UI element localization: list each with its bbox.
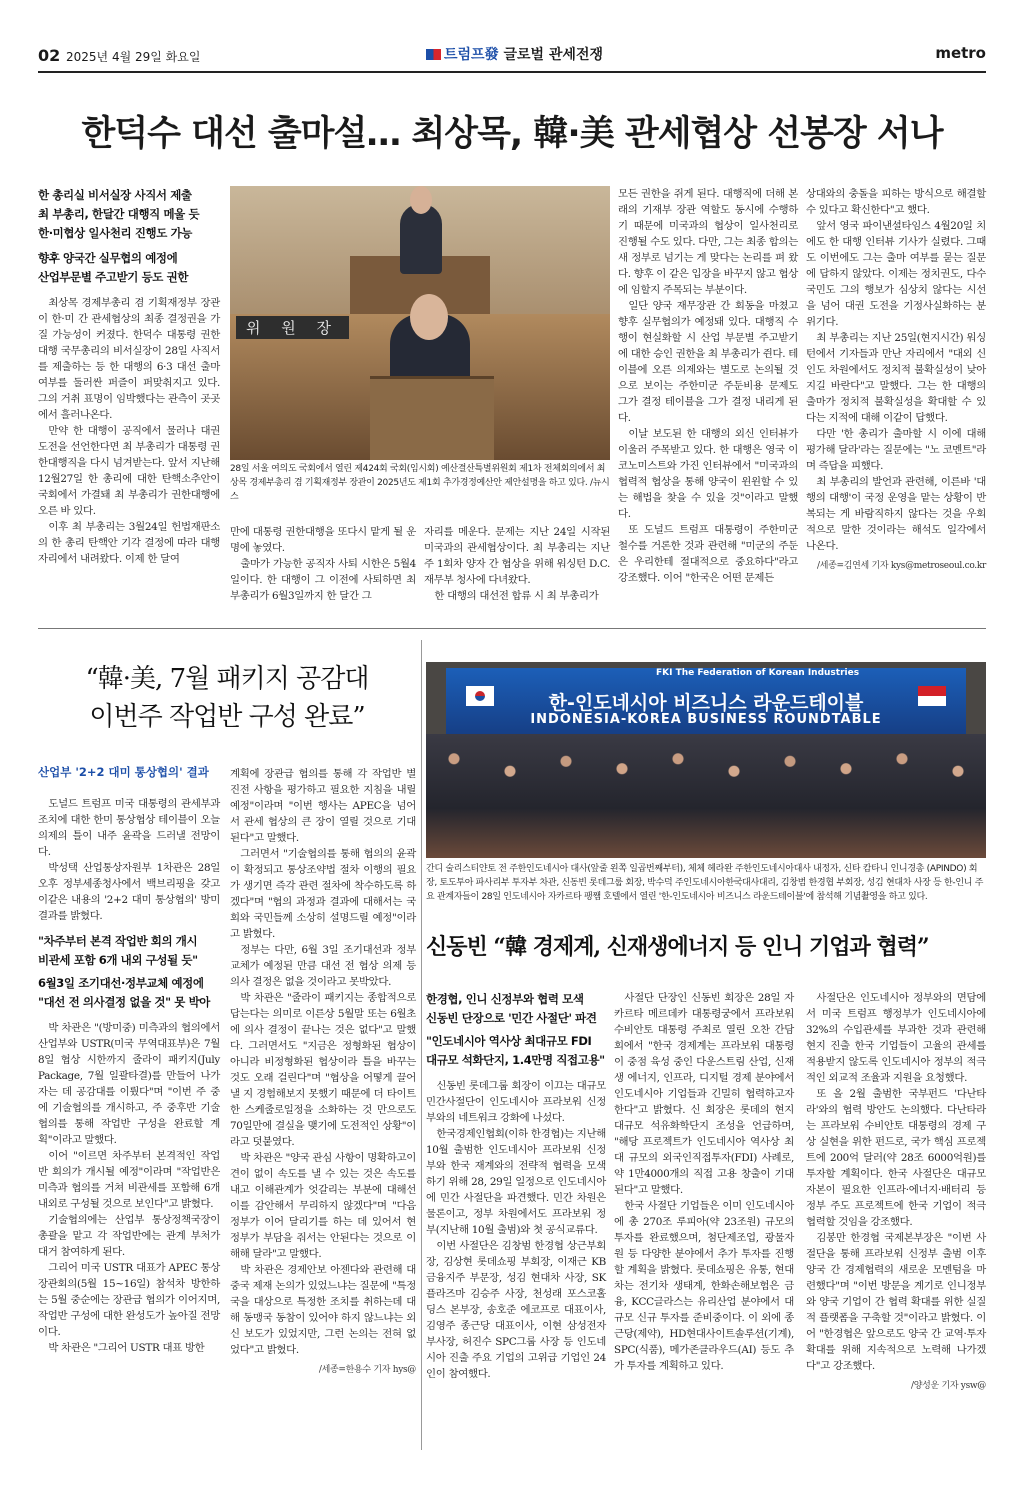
paragraph: 박 차관은 "줄라이 패키지는 종합적으로 답는다는 의미로 이른상 5월말 또는 6월초에 의사 결정이 끝나는 것은 없다"고 말했다. 그러면서도 "지금은 정형화된 협상이 아니라 비정형화된 협상이라 틀을 바꾸는 것도 오래 걸린다"며 "협상을 어떻게 끌어낼 지 경험해보지 못했기 때문에 더 타이트한 스케줄로일정을 소화하는 것 만으로도 70일만에 결실을 맺기에 도전적인 상황"이라고 덧붙였다. [230, 992, 416, 1148]
paragraph: 앞서 영국 파이낸셜타임스 4월20일 치에도 한 대행 인터뷰 기사가 실렸다. 그때도 이번에도 그는 출마 여부를 묻는 질문에 답하지 않았다. 이제는 정치권도, 다수 국민도 그의 행보가 심상치 않다는 시선을 넘어 대권 도전을 기정사실화하는 분위기다. [806, 220, 986, 328]
paragraph: 사절단 단장인 신동빈 회장은 28일 자카르타 메르데카 대통령궁에서 프라보워 수비안토 대통령 주최로 열린 오찬 간담회에서 "한국 경제계는 프라보워 대통령이 중점 육성 중인 다운스트림 산업, 신재생 에너지, 인프라, 디지털 경제 분야에서 인도네시아 기업들과 긴밀히 협력하고자 한다"고 밝혔다. 신 회장은 롯데의 현지 대규모 석유화학단지 조성을 언급하며, "해당 프로젝트가 인도네시아 역사상 최대 규모의 외국인직접투자(FDI) 사례로, 약 1만4000개의 직접 고용 창출이 기대된다"고 말했다. [614, 992, 794, 1196]
article3-subhead: 신동빈 단장으로 '민간 사절단' 파견 [426, 1011, 597, 1025]
group-photo [426, 734, 986, 858]
paragraph: 박 차관은 "(방미중) 미측과의 협의에서 산업부와 USTR(미국 무역대표부)은 7월8일 협상 시한까지 줄라이 패키지(July Package, 7월 일괄타결)를 만들어 나가자는 데 공감대를 이뤘다"며 "이번 주 중에 기술협의를 개시하고, 주 중후반 기술협의를 통해 작업반 구성을 완료할 계획"이라고 말했다. [38, 1022, 220, 1146]
article2-col1 [38, 796, 220, 1356]
article1-col3a [424, 524, 610, 604]
section-title: 글로벌 관세전쟁 [503, 47, 603, 63]
paragraph: 또 도널드 트럼프 대통령이 주한미군 철수를 거론한 것과 관련해 "미군의 주둔은 우리한테 절대적으로 중요하다"라고 강조했다. 이어 "한국은 어떤 문제든 [618, 524, 798, 584]
paragraph: 모든 권한을 쥐게 된다. 대행직에 더해 본래의 기재부 장관 역할도 동시에 수행하기 때문에 미국과의 협상이 일사천리로 진행될 수도 있다. 다만, 그는 최종 합의는 새 정부로 넘기는 게 맞다는 논리를 펴 왔다. 향후 이 같은 입장을 바꾸지 않고 협상에 임할지 주목되는 부분이다. [618, 188, 798, 296]
photo-nameplate: 위 원 장 [236, 316, 349, 339]
paragraph: 계획에 장관급 협의를 통해 각 작업반 별 진전 사항을 평가하고 필요한 지침을 내릴 예정"이라며 "이번 행사는 APEC을 넘어서 관세 협상의 큰 장이 열릴 것으로 기대된다"고 말했다. [230, 768, 416, 844]
paragraph: 일단 양국 재무장관 간 회동을 마쳤고 향후 실무협의가 예정돼 있다. 대행직 수행이 현실화할 시 산업 부문별 주고받기에 대한 승인 권한을 최 부총리가 쥔다. 테이블에 오른 의제와는 별도로 논의될 것으로 보이는 주한미군 주둔비용 문제도 그가 결정 테이블을 그가 결정 내리게 된다. [618, 300, 798, 424]
article2-subhead: "대선 전 의사결정 없을 것" 못 박아 [38, 995, 211, 1009]
article3-caption: 간디 술리스티얀토 전 주한인도네시아 대사(앞줄 왼쪽 일곱번째부터), 체체 헤라완 주한인도네시아대사 내정자, 신타 캄타니 인니경총 (APINDO) 회장, 토도투아 파사리부 투자부 차관, 신동빈 롯데그룹 회장, 박수덕 주인도네시아한국대사대리, 김창범 한경협 부회장, 성김 현대차 사장 등 한-인니 주요 관계자들이 28일 인도네시아 자카르타 팽쨈 호텔에서 열린 '한-인도네시아 비즈니스 라운드테이블'에 참석해 기념촬영을 하고 있다. [426, 864, 984, 902]
article3-headline: 신동빈 “韓 경제계, 신재생에너지 등 인니 기업과 협력” [426, 934, 929, 960]
article1-col3 [618, 186, 798, 586]
paragraph: 한국경제인협회(이하 한경협)는 지난해 10월 출범한 인도네시아 프라보워 신정부와 한국 재계와의 전략적 협력을 모색하기 위해 28, 29일 일정으로 인도네시아에 민간 사절단을 파견했다. 민간 차원은 물론이고, 정부 차원에서도 프라보워 정부(지난해 10월 출범)와 첫 공식교류다. [426, 1128, 606, 1236]
article3-subhead: "인도네시아 역사상 최대규모 FDI [426, 1034, 592, 1048]
article3-col1 [426, 990, 606, 1382]
article1-byline: /세종=김연세 기자 kys@metroseoul.co.kr [816, 561, 986, 571]
paragraph: 신동빈 롯데그룹 회장이 이끄는 대규모 민간사절단이 인도네시아 프라보워 신정부와의 네트워크 강화에 나섰다. [426, 1080, 606, 1124]
article1-caption: 28일 서울 여의도 국회에서 열린 제424회 국회(임시회) 예산결산특별위원회 제1차 전체회의에서 최상목 경제부총리 겸 기획재정부 장관이 2025년도 제1회 추가경정예산안 제안설명을 하고 있다. /뉴시스 [230, 464, 610, 502]
paragraph: 박성택 산업통상자원부 1차관은 28일 오후 정부세종청사에서 백브리핑을 갖고 이같은 내용의 '2+2 대미 통상협의' 방미 결과를 밝혔다. [38, 862, 220, 922]
paragraph: 이날 보도된 한 대행의 외신 인터뷰가 이울러 주목받고 있다. 한 대행은 영국 이코노미스트와 가진 인터뷰에서 "미국과의 협력적 협상을 통해 양국이 윈윈할 수 있는 해법을 찾을 수 있을 것"이라고 말했다. [618, 428, 798, 520]
issue-date: 2025년 4월 29일 화요일 [66, 50, 201, 64]
article2-headline-line: 이번주 작업반 구성 완료” [89, 702, 365, 732]
paragraph: 최 부총리의 발언과 관련해, 이른바 '대행의 대행'이 국정 운영을 맡는 상황이 반복되는 게 바람직하지 않다는 것을 우회적으로 말한 것이라는 해석도 일각에서 나온다. [806, 476, 986, 552]
article2-subhead: "차주부터 본격 작업반 회의 개시 [38, 934, 198, 948]
paragraph: 최상목 경제부총리 겸 기획재정부 장관이 한·미 간 관세협상의 최종 결정권을 가질 가능성이 커졌다. 한덕수 대통령 권한대행 국무총리의 비서실장이 28일 사직서를 제출하는 등 한 대행의 6·3 대선 출마 여부를 둘러싼 퍼즐이 퍼맞춰지고 있다. 그의 거취 표명이 임박했다는 관측이 곳곳에서 흘러나온다. [38, 297, 220, 421]
page-header [38, 44, 986, 70]
banner-subtitle: INDONESIA-KOREA BUSINESS ROUNDTABLE [530, 712, 882, 727]
article1-subhead: 한·미협상 일사천리 진행도 가능 [38, 226, 192, 240]
flag-icon [426, 49, 441, 60]
paragraph: 이번 사절단은 김창범 한경협 상근부회장, 김상현 롯데쇼핑 부회장, 이재근 KB금융지주 부문장, 성김 현대차 사장, SK플라즈마 김승주 사장, 천성래 포스코홀딩스 본부장, 송호준 에코프로 대표이사, 김영주 종근당 대표이사, 이현 삼성전자 부사장, 허진수 SPC그룹 사장 등 인도네시아 진출 주요 기업의 고위급 기업인 24인이 참여했다. [426, 1240, 606, 1380]
article2-subhead: 6월3일 조기대선·정부교체 예정에 [38, 976, 204, 990]
paragraph: 그러면서 "기술협의를 통해 협의의 윤곽이 확정되고 통상조약법 절차 이행의 필요가 생기면 즉각 관련 절차에 착수하도록 하겠다"며 "협의 과정과 결과에 대해서는 국회와 국민들께 소상히 설명드릴 예정"이라고 밝혔다. [230, 848, 416, 940]
article2-subhead: 비관세 포함 6개 내외 구성될 듯" [38, 953, 198, 967]
paragraph: 또 올 2월 출범한 국부펀드 '다난타라'와의 협력 방안도 논의했다. 다난타라는 프라보워 수비안토 대통령의 경제 구상 실현을 위한 펀드로, 국가 핵심 프로젝트에 200억 달러(약 28조 6000억원)를 투자할 계획이다. 한국 사절단은 대규모 자본이 필요한 인프라·에너지·배터리 등 정부 주도 프로젝트에 한국 기업이 적극 협력할 것임을 강조했다. [806, 1088, 986, 1228]
paragraph: 그리어 미국 USTR 대표가 APEC 통상장관회의(5월 15~16일) 참석차 방한하는 5월 중순에는 장관급 협의가 이어지며, 작업반 구성에 대한 완성도가 높아질 전망이다. [38, 1262, 220, 1338]
section-tag: 트럼프發 [444, 47, 499, 63]
paragraph: 이후 최 부총리는 3월24일 헌법재판소의 한 총리 탄핵안 기각 결정에 따라 대행 자리에서 내려왔다. 이제 한 달여 [38, 521, 220, 565]
article3-col2 [614, 990, 794, 1374]
article2-byline: /세종=한용수 기자 hys@ [318, 1365, 416, 1375]
paragraph: 박 차관은 "양국 관심 사항이 명확하고이견이 없이 속도를 낼 수 있는 것은 속도를 내고 이해관계가 엇갈리는 부분에 대해선 이를 감안해서 무리하지 않겠다"며 "다음 정부가 이어 달리기를 하는 데 있어서 현 정부가 부담을 줘서는 안된다는 것으로 이해해 달라"고 말했다. [230, 1152, 416, 1260]
column-rule [421, 640, 422, 1450]
paragraph: 정부는 다만, 6월 3일 조기대선과 정부 교체가 예정된 만큼 대선 전 협상 의제 등 의사 결정은 없을 것이라고 못박았다. [230, 944, 416, 988]
paragraph: 기술협의에는 산업부 통상정책국장이 총괄을 맡고 각 작업반에는 관계 부처가 대거 참여하게 된다. [38, 1214, 220, 1258]
article1-headline: 한덕수 대선 출마설… 최상목, 韓·美 관세협상 선봉장 서나 [81, 114, 943, 154]
article1-subhead: 최 부총리, 한달간 대행직 메울 듯 [38, 207, 200, 221]
section-divider [38, 628, 986, 629]
paragraph: 다만 '한 총리가 출마할 시 이에 대해 평가해 달라'라는 질문에는 "노 코멘트"라며 즉답을 피했다. [806, 428, 986, 472]
paragraph: 한 대행의 대선전 합류 시 최 부총리가 [434, 590, 599, 602]
article1-subhead: 산업부문별 주고받기 등도 권한 [38, 270, 189, 284]
article1-photo [230, 186, 610, 460]
article3-subhead: 한경협, 인니 신정부와 협력 모색 [426, 992, 584, 1006]
article1-subhead: 한 총리실 비서실장 사직서 제출 [38, 188, 192, 202]
article1-col2 [230, 524, 416, 604]
paragraph: 자리를 메운다. 문제는 지난 24일 시작된 미국과의 관세협상이다. 최 부총리는 지난주 1회차 양자 간 협상을 위해 워싱턴 D.C. 재무부 청사에 다녀왔다. [424, 526, 610, 586]
article2-col2 [230, 766, 416, 1378]
article1-subhead: 향후 양국간 실무협의 예정에 [38, 251, 178, 265]
paragraph: 사절단은 인도네시아 정부와의 면담에서 미국 트럼프 행정부가 인도네시아에 32%의 수입관세를 부과한 것과 관련해 현지 진출 한국 기업들이 고율의 관세를 적용받지 않도록 인도네시아 정부의 적극적인 외교적 조율과 지원을 요청했다. [806, 992, 986, 1084]
article1-col1 [38, 186, 220, 567]
section-banner [426, 44, 603, 64]
paragraph: 최 부총리는 지난 25일(현지시간) 워싱턴에서 기자들과 만난 자리에서 "대외 신인도 차원에서도 정치적 불확실성이 낮아지길 바란다"고 말했다. 그는 한 대행의 출마가 정치적 불확실성을 확대할 수 있다는 지적에 대해 이같이 답했다. [806, 332, 986, 424]
article2-kicker: 산업부 '2+2 대미 통상협의' 결과 [38, 765, 209, 779]
brand-logo: metro [935, 44, 986, 62]
paragraph: 박 차관은 "그리어 USTR 대표 방한 [48, 1342, 205, 1354]
article3-byline: /양성운 기자 ysw@ [910, 1381, 986, 1391]
page-number: 02 [38, 46, 61, 65]
paragraph: 출마가 가능한 공직자 사퇴 시한은 5월4일이다. 한 대행이 그 이전에 사퇴하면 최 부총리가 6월3일까지 한 달간 그 [230, 558, 416, 602]
banner-title: 한-인도네시아 비즈니스 라운드테이블 [548, 692, 864, 714]
paragraph: 한국 사절단 기업들은 이미 인도네시아에 총 270조 루피아(약 23조원) 규모의 투자를 완료했으며, 첨단제조업, 광물자원 등 다양한 분야에서 추가 투자를 진행할 계획을 밝혔다. 롯데쇼핑은 유통, 현대차는 전기차 생태계, 한화손해보험은 금융, KCC글라스는 유리산업 분야에서 대규모 신규 투자를 준비중이다. 이 외에 종근당(제약), HD현대사이트솔루션(기계), SPC(식품), 메가존클라우드(AI) 등도 추가 투자를 계획하고 있다. [614, 1200, 794, 1372]
paragraph: 도널드 트럼프 미국 대통령의 관세부과 조치에 대한 한미 통상협상 테이블이 오늘 의제의 틀이 내주 윤곽을 드러낼 전망이다. [38, 798, 220, 858]
header-rule [38, 71, 986, 73]
paragraph: 박 차관은 경제안보 아젠다와 관련해 대중국 제재 논의가 있었느냐는 질문에 "특정국을 대상으로 특정한 조치를 취하는데 대해 동맹국 동참이 있어야 하지 않느냐는 외신 보도가 있었지만, 그런 논의는 전혀 없었다"고 밝혔다. [230, 1264, 416, 1356]
article3-photo [426, 662, 986, 858]
article3-subhead: 대규모 석화단지, 1.4만명 직접고용" [426, 1053, 605, 1067]
article2-headline-line: “韓·美, 7월 패키지 공감대 [85, 664, 369, 694]
paragraph: 상대와의 충돌을 피하는 방식으로 해결할 수 있다고 확신한다"고 했다. [806, 188, 986, 216]
article3-col3 [806, 990, 986, 1394]
paragraph: 이어 "이르면 차주부터 본격적인 작업반 회의가 개시될 예정"이라며 "작업반은 미측과 협의를 거쳐 비관세를 포함해 6개 내외로 구성될 것으로 보인다"고 밝혔다. [38, 1150, 220, 1210]
fki-logo: FKI The Federation of Korean Industries [656, 668, 860, 678]
article2-headline [38, 660, 416, 736]
article1-col4 [806, 186, 986, 574]
paragraph: 만약 한 대행이 공직에서 물러나 대권 도전을 선언한다면 최 부총리가 대통령 권한대행직을 다시 넘겨받는다. 앞서 지난해 12월27일 한 총리에 대한 탄핵소추안이 국회에서 가결돼 최 부총리가 권한대행에 오른 바 있다. [38, 425, 220, 517]
paragraph: 만에 대통령 권한대행을 또다시 맡게 될 운명에 놓였다. [230, 526, 416, 554]
paragraph: 김봉만 한경협 국제본부장은 "이번 사절단을 통해 프라보워 신정부 출범 이후 양국 간 경제협력의 새로운 모멘텀을 마련했다"며 "이번 방문을 계기로 인니정부와 양국 기업이 간 협력 확대를 위한 실질적 플랫폼을 구축할 것"이라고 밝혔다. 이어 "한경협은 앞으로도 양국 간 교역·투자 확대를 위해 지속적으로 노력해 나가겠다"고 강조했다. [806, 1232, 986, 1372]
